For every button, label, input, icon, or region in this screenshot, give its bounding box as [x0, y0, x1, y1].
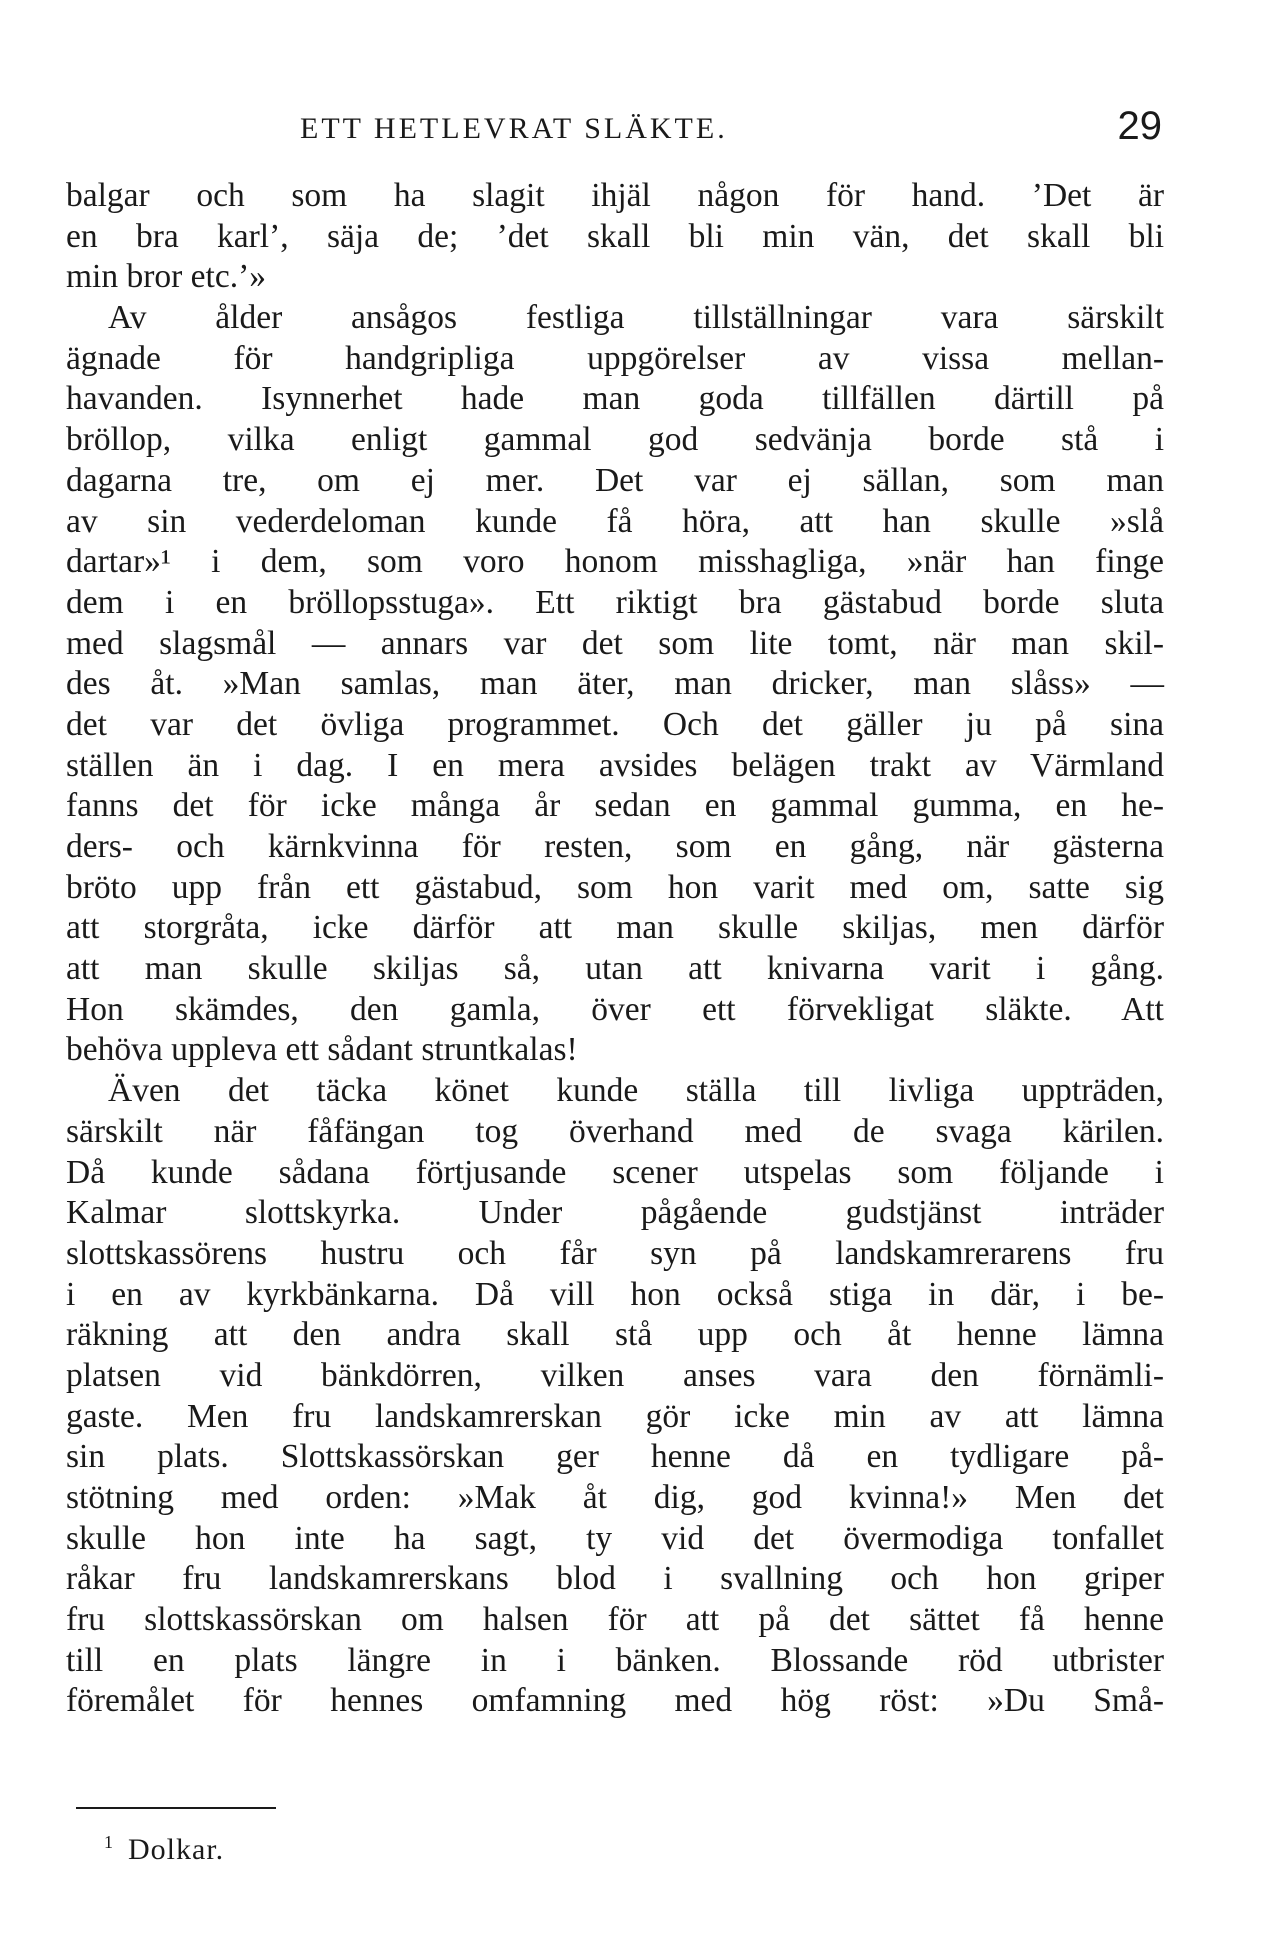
text-line: bröto upp från ett gästabud, som hon varit med om, satte sig: [66, 868, 1164, 906]
footnote-text: Dolkar.: [128, 1833, 225, 1866]
text-line: sin plats. Slottskassörskan ger henne då en tydligare på-: [66, 1438, 1164, 1476]
text-line: en bra karl’, säja de; ’det skall bli min vän, det skall bli: [66, 217, 1164, 255]
text-line: särskilt när fåfängan tog överhand med de svaga kärilen.: [66, 1112, 1164, 1150]
text-line: fru slottskassörskan om halsen för att på det sättet få henne: [66, 1601, 1164, 1639]
text-line: föremålet för hennes omfamning med hög röst: »Du Små-: [66, 1682, 1164, 1720]
text-line: platsen vid bänkdörren, vilken anses vara den förnämli-: [66, 1356, 1164, 1394]
text-line: stötning med orden: »Mak åt dig, god kvinna!» Men det: [66, 1479, 1164, 1516]
text-line: ders- och kärnkvinna för resten, som en gång, när gästerna: [66, 828, 1164, 865]
text-line: Hon skämdes, den gamla, över ett förvekligat släkte. Att: [66, 990, 1164, 1028]
footnote: [104, 1832, 224, 1867]
text-line: dartar»¹ i dem, som voro honom misshagliga, »när han finge: [66, 543, 1164, 581]
body-text: [66, 176, 1164, 1722]
text-line: bröllop, vilka enligt gammal god sedvänja borde stå i: [66, 421, 1164, 459]
text-line: des åt. »Man samlas, man äter, man dricker, man slåss» —: [66, 665, 1164, 703]
text-line: det var det övliga programmet. Och det gäller ju på sina: [66, 705, 1164, 743]
text-line: Kalmar slottskyrka. Under pågående gudstjänst inträder: [66, 1194, 1164, 1232]
footnote-marker: 1: [104, 1832, 114, 1852]
text-line: fanns det för icke många år sedan en gammal gumma, en he-: [66, 787, 1164, 825]
running-head: ETT HETLEVRAT SLÄKTE.: [300, 112, 728, 145]
text-line: slottskassörens hustru och får syn på landskamrerarens fru: [66, 1234, 1164, 1272]
text-line: i en av kyrkbänkarna. Då vill hon också stiga in där, i be-: [66, 1275, 1164, 1313]
text-line: med slagsmål — annars var det som lite tomt, när man skil-: [66, 624, 1164, 662]
text-line: gaste. Men fru landskamrerskan gör icke min av att lämna: [66, 1397, 1164, 1435]
text-line: skulle hon inte ha sagt, ty vid det övermodiga tonfallet: [66, 1519, 1164, 1557]
text-line: ställen än i dag. I en mera avsides belägen trakt av Värmland: [66, 746, 1164, 784]
text-line: havanden. Isynnerhet hade man goda tillfällen därtill på: [66, 380, 1164, 418]
text-line: Även det täcka könet kunde ställa till livliga uppträden,: [108, 1072, 1164, 1110]
text-line: ägnade för handgripliga uppgörelser av vissa mellan-: [66, 339, 1164, 377]
text-line: dem i en bröllopsstuga». Ett riktigt bra gästabud borde sluta: [66, 583, 1164, 621]
footnote-rule: [76, 1807, 276, 1809]
text-line: balgar och som ha slagit ihjäl någon för hand. ’Det är: [66, 177, 1164, 214]
text-line: räkning att den andra skall stå upp och åt henne lämna: [66, 1316, 1164, 1354]
text-line: att man skulle skiljas så, utan att knivarna varit i gång.: [66, 950, 1164, 988]
text-line: Av ålder ansågos festliga tillställningar vara särskilt: [108, 299, 1164, 337]
text-line: behöva uppleva ett sådant struntkalas!: [66, 1031, 578, 1069]
text-line: till en plats längre in i bänken. Blossande röd utbrister: [66, 1641, 1164, 1679]
page-number: 29: [1117, 104, 1162, 148]
text-line: Då kunde sådana förtjusande scener utspelas som följande i: [66, 1153, 1164, 1191]
text-line: min bror etc.’»: [66, 258, 267, 296]
text-line: dagarna tre, om ej mer. Det var ej sällan, som man: [66, 461, 1164, 499]
text-line: att storgråta, icke därför att man skulle skiljas, men därför: [66, 909, 1164, 947]
text-line: av sin vederdeloman kunde få höra, att han skulle »slå: [66, 502, 1164, 540]
text-line: råkar fru landskamrerskans blod i svallning och hon griper: [66, 1560, 1164, 1598]
